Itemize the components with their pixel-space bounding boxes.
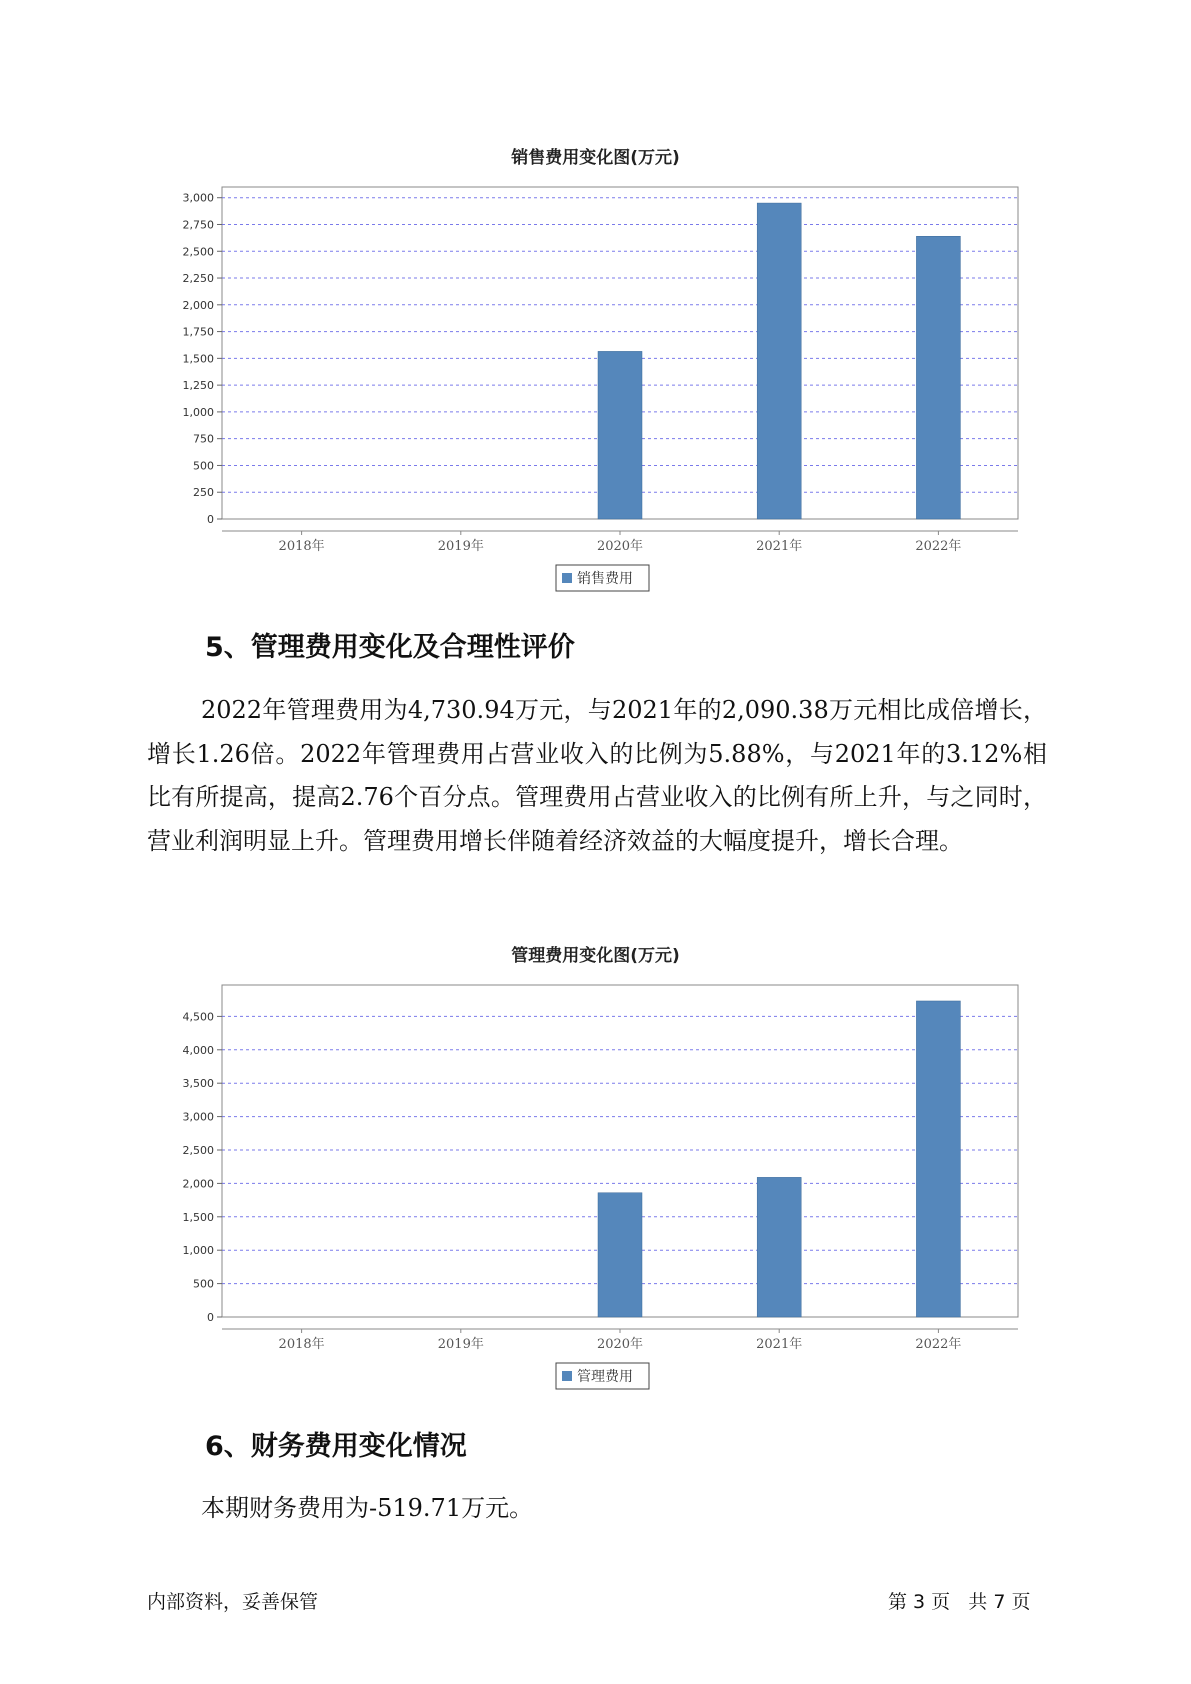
y-tick-label: 500	[193, 1277, 214, 1291]
x-category-label: 2022年	[915, 539, 962, 554]
y-tick-label: 1,000	[182, 1244, 214, 1258]
y-tick-label: 1,500	[182, 1210, 214, 1224]
x-category-label: 2019年	[437, 1337, 484, 1352]
section-6-paragraph: 本期财务费用为-519.71万元。	[201, 1494, 534, 1522]
admin-expense-bar-chart	[0, 968, 1191, 1408]
x-category-label: 2021年	[756, 539, 803, 554]
y-tick-label: 2,000	[182, 1177, 214, 1191]
legend-swatch	[562, 573, 572, 583]
legend-swatch	[562, 1371, 572, 1381]
sales-expense-bar-chart	[0, 170, 1191, 610]
bar	[757, 1177, 801, 1317]
x-category-label: 2019年	[437, 539, 484, 554]
y-tick-label: 2,000	[182, 298, 214, 312]
legend	[556, 1363, 649, 1389]
y-tick-label: 1,500	[182, 352, 214, 366]
x-category-label: 2020年	[596, 539, 644, 554]
y-tick-label: 250	[193, 486, 214, 500]
y-tick-label: 750	[193, 432, 214, 446]
y-tick-label: 4,000	[182, 1043, 214, 1057]
bar	[598, 1193, 642, 1317]
chart-title-admin-expense: 管理费用变化图(万元)	[511, 946, 680, 966]
legend-label: 管理费用	[577, 1369, 633, 1385]
x-category-label: 2020年	[596, 1337, 644, 1352]
y-tick-label: 2,250	[182, 272, 214, 286]
x-category-label: 2022年	[915, 1337, 962, 1352]
section-5-paragraph: 2022年管理费用为4,730.94万元，与2021年的2,090.38万元相比成倍增长，增长1.26倍。2022年管理费用占营业收入的比例为5.88%，与2021年的3.12%相比有所提高，提高2.76个百分点。管理费用占营业收入的比例有所上升，与之同时，营业利润明显上升。管理费用增长伴随着经济效益的大幅度提升，增长合理。	[147, 696, 1047, 855]
y-tick-label: 2,500	[182, 1143, 214, 1157]
x-category-label: 2021年	[756, 1337, 803, 1352]
section-6-heading: 6、财务费用变化情况	[205, 1431, 467, 1462]
legend	[556, 565, 649, 591]
y-tick-label: 0	[207, 513, 214, 526]
y-tick-label: 1,750	[182, 325, 214, 339]
chart-title-sales-expense: 销售费用变化图(万元)	[511, 148, 680, 168]
y-tick-label: 3,000	[182, 1110, 214, 1124]
y-tick-label: 500	[193, 459, 214, 473]
x-category-label: 2018年	[278, 1337, 325, 1352]
section-5-heading: 5、管理费用变化及合理性评价	[205, 632, 575, 663]
legend-label: 销售费用	[577, 571, 633, 587]
y-tick-label: 3,500	[182, 1077, 214, 1091]
y-tick-label: 1,000	[182, 405, 214, 419]
bar	[598, 351, 642, 519]
footer-confidential-note: 内部资料，妥善保管	[147, 1591, 319, 1613]
bar	[757, 203, 801, 519]
x-category-label: 2018年	[278, 539, 325, 554]
y-tick-label: 3,000	[182, 191, 214, 205]
y-tick-label: 4,500	[182, 1010, 214, 1024]
y-tick-label: 1,250	[182, 379, 214, 393]
bar	[916, 1001, 960, 1317]
bar	[916, 236, 960, 519]
footer-page-number: 第 3 页 共 7 页	[888, 1591, 1031, 1613]
y-tick-label: 2,750	[182, 218, 214, 232]
y-tick-label: 0	[207, 1311, 214, 1324]
y-tick-label: 2,500	[182, 245, 214, 259]
